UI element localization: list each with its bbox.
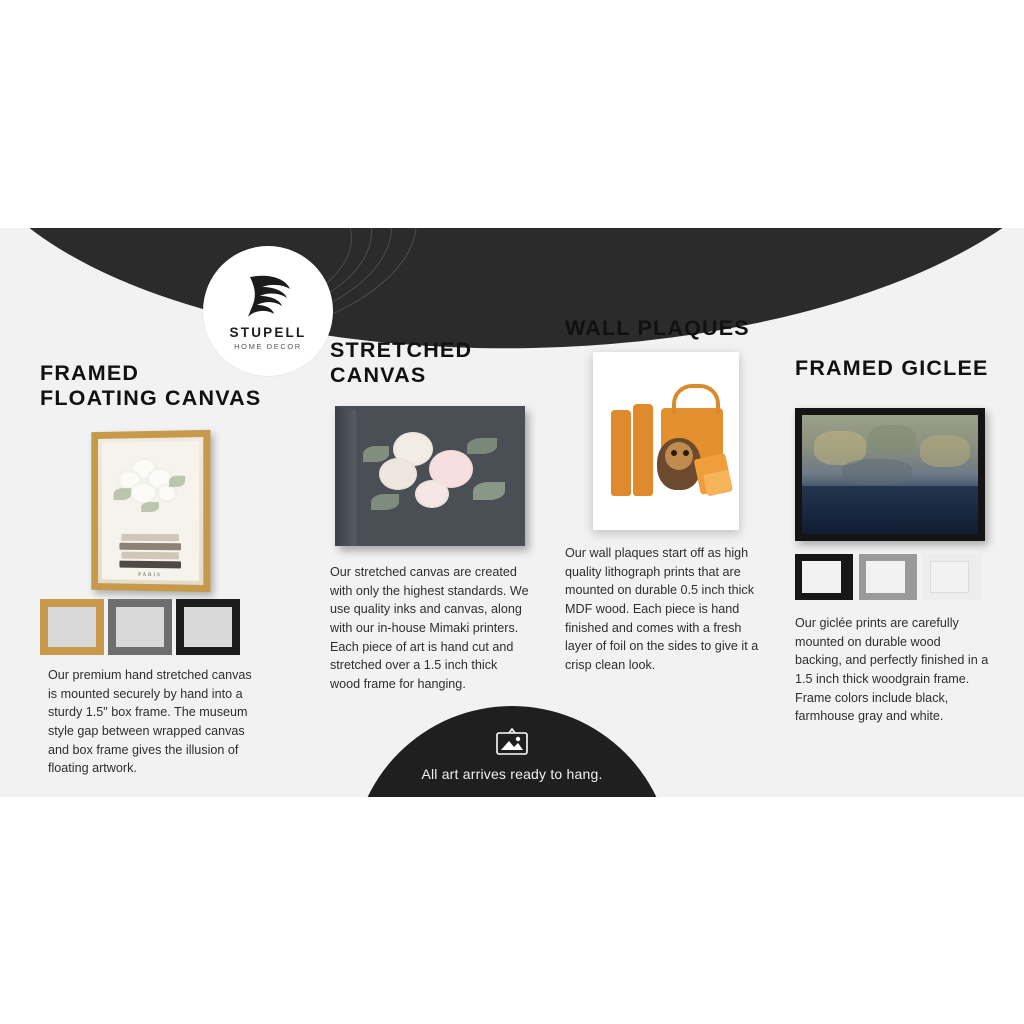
white-frame-sample — [923, 554, 981, 600]
section-wall-plaques — [565, 316, 765, 672]
footer-banner — [352, 706, 672, 797]
section-description: Our wall plaques start off as high quality lithograph prints that are mounted on durable 0.5 inch thick MDF wood. Each piece is hand finished and comes with a fresh layer of foil on the sides to give it a crisp clean look. — [565, 546, 759, 672]
gray-frame-swatch — [108, 599, 172, 655]
artwork-canvas — [102, 441, 199, 581]
section-stretched-canvas — [330, 338, 530, 691]
gray-frame-sample — [859, 554, 917, 600]
section-title: FRAMED FLOATING CANVAS — [40, 361, 262, 411]
framed-floating-canvas-artwork — [91, 430, 210, 592]
section-framed-floating-canvas — [40, 361, 280, 776]
section-description: Our premium hand stretched canvas is mounted securely by hand into a sturdy 1.5" box frame. The museum style gap between wrapped canvas and box frame gives the illusion of floating artwork. — [48, 668, 252, 776]
section-description: Our giclée prints are carefully mounted on durable wood backing, and perfectly finished in a 1.5 inch thick woodgrain frame. Frame colors include black, farmhouse gray and white. — [795, 616, 989, 724]
stretched-canvas-artwork — [335, 406, 525, 546]
framed-giclee-artwork — [795, 408, 985, 541]
canvas-side-edge — [335, 406, 356, 546]
footer-text: All art arrives ready to hang. — [421, 766, 603, 782]
section-title: WALL PLAQUES — [565, 316, 750, 340]
brand-logo-badge — [203, 246, 333, 376]
section-framed-giclee — [795, 356, 995, 724]
infographic-panel — [0, 228, 1024, 797]
wall-plaque-artwork — [593, 352, 739, 530]
section-title: FRAMED GICLEE — [795, 356, 989, 380]
framed-picture-icon — [495, 728, 529, 756]
abstract-landscape-water — [802, 486, 978, 534]
giclee-frame-options — [795, 554, 981, 600]
brand-tagline: HOME DECOR — [234, 342, 302, 351]
section-description: Our stretched canvas are created with only the highest standards. We use quality inks and canvas, along with our in-house Mimaki printers. Each piece of art is hand cut and stretched over a 1.5 inch thick wood frame for hanging. — [330, 565, 529, 691]
black-frame-sample — [795, 554, 853, 600]
brand-name: STUPELL — [229, 325, 307, 340]
floral-illustration — [363, 428, 513, 524]
gold-frame-swatch — [40, 599, 104, 655]
flower-bouquet-illustration — [114, 455, 187, 518]
stacked-books-illustration — [119, 532, 181, 569]
stupell-swan-icon — [240, 271, 296, 323]
section-title: STRETCHED CANVAS — [330, 338, 473, 388]
frame-color-swatches — [40, 599, 240, 655]
top-wave-banner — [0, 228, 1024, 353]
black-frame-swatch — [176, 599, 240, 655]
artwork-caption: PARIS — [138, 572, 162, 579]
dog-and-handbag-illustration — [605, 364, 727, 518]
